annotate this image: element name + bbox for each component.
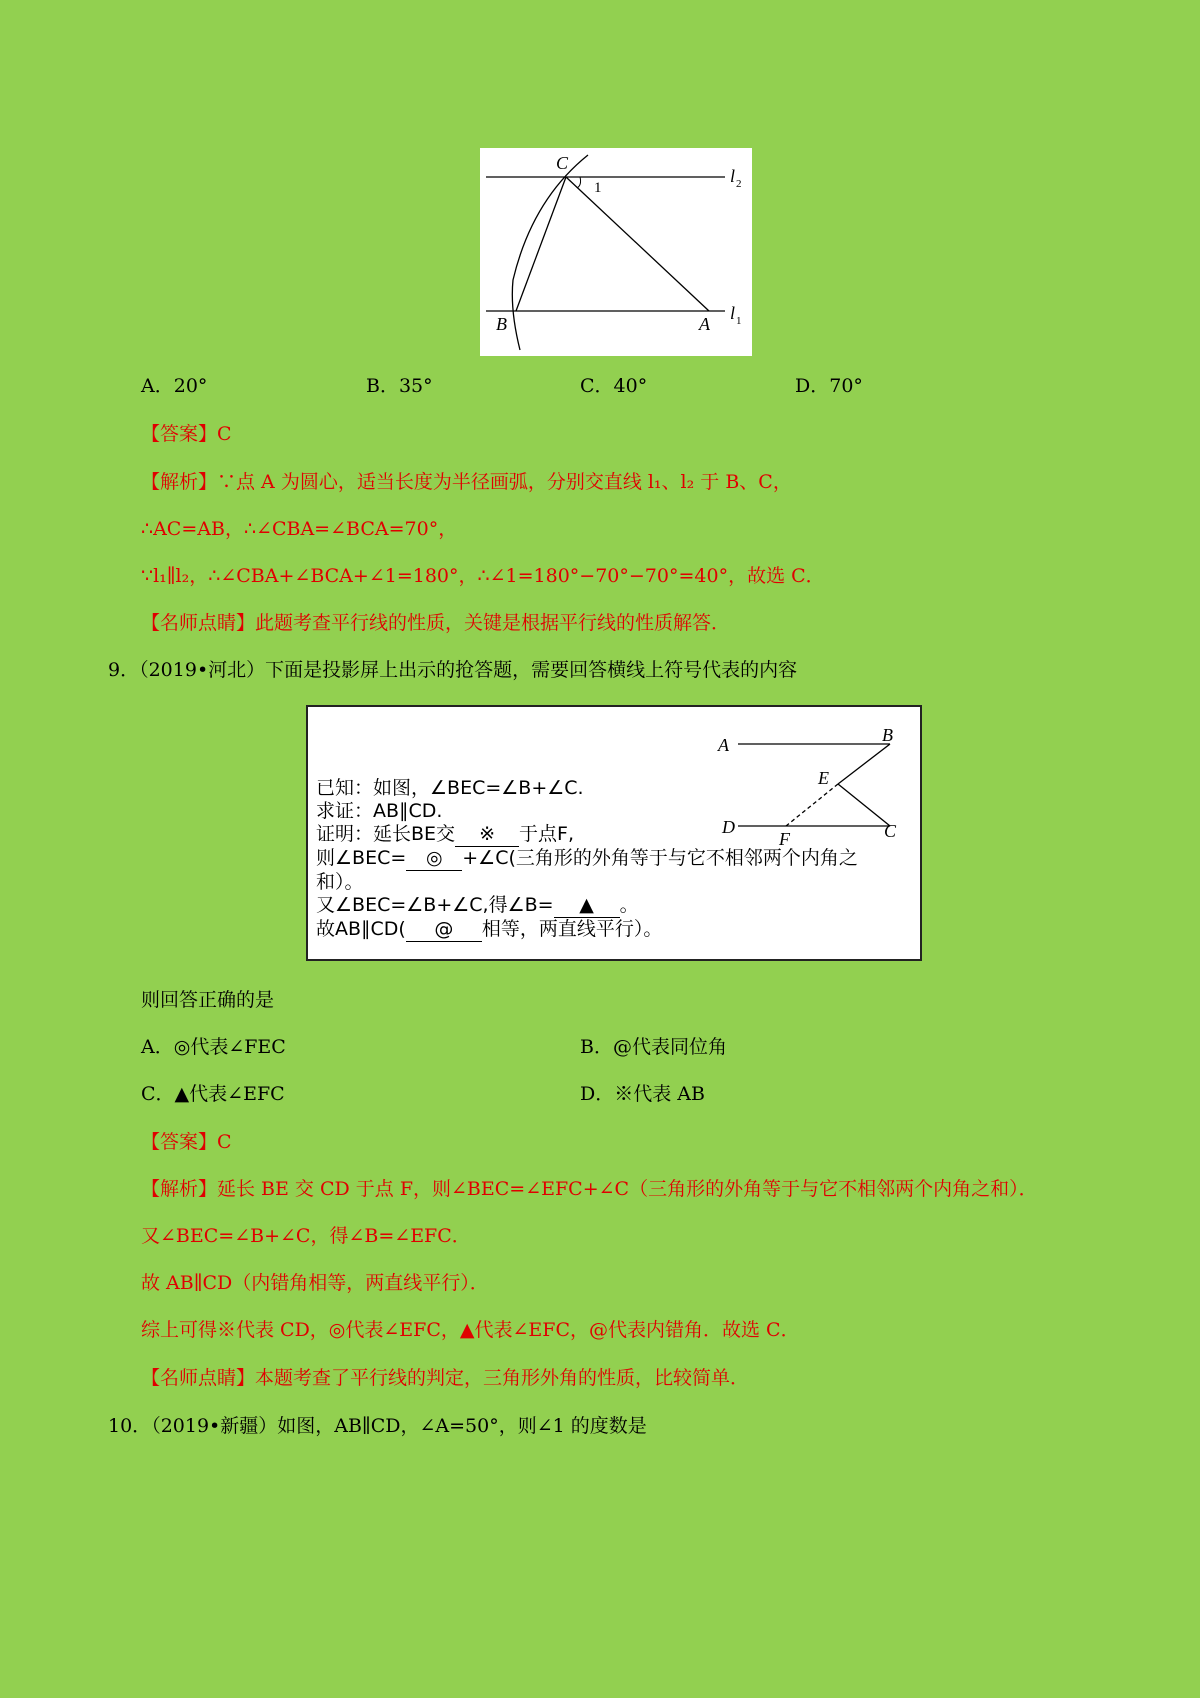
q9-option-d: D．※代表 AB [580,1083,705,1105]
q9-analysis-1: 【解析】延长 BE 交 CD 于点 F，则∠BEC=∠EFC+∠C（三角形的外角等于与它不相邻两个内角之和）． [141,1178,1038,1200]
label-B: B [496,314,507,334]
q8-option-a: A．20° [141,375,208,397]
q8-analysis-3: ∵l₁∥l₂，∴∠CBA+∠BCA+∠1=180°，∴∠1=180°−70°−70°=40°，故选 C． [141,565,825,587]
q9-analysis-4: 综上可得※代表 CD，◎代表∠EFC，▲代表∠EFC，@代表内错角．故选 C． [141,1319,800,1341]
q9-analysis-2: 又∠BEC=∠B+∠C，得∠B=∠EFC． [141,1225,471,1247]
q9-proof [316,777,858,942]
blank-2: ◎ [406,847,462,871]
proof-line-6: 又∠BEC=∠B+∠C,得∠B= ▲ 。 [316,894,639,916]
label-F: F [779,829,790,849]
label-A: A [699,314,710,334]
q9-answer: 【答案】C [141,1131,232,1153]
label-C: C [556,153,569,173]
q10-stem: 10．（2019•新疆）如图，AB∥CD，∠A=50°，则∠1 的度数是 [108,1415,647,1437]
proof-line-7: 故AB∥CD( @ 相等，两直线平行）。 [316,918,663,940]
q8-analysis-2: ∴AC=AB，∴∠CBA=∠BCA=70°， [141,518,458,540]
q9-tip: 【名师点睛】本题考查了平行线的判定，三角形外角的性质，比较简单． [141,1367,750,1389]
blank-4: @ [406,918,482,942]
blank-3: ▲ [554,894,620,918]
q9-option-b: B．@代表同位角 [580,1036,727,1058]
q8-diagram [480,148,752,356]
proof-line-1: 已知：如图，∠BEC=∠B+∠C. [316,777,584,799]
q8-option-c: C．40° [580,375,648,397]
q9-figure [306,705,922,961]
label-l1-sub: 1 [736,315,742,327]
segment-CA [566,177,709,311]
label-A: A [718,735,729,755]
q8-tip: 【名师点睛】此题考查平行线的性质，关键是根据平行线的性质解答． [141,612,731,634]
blank-1: ※ [455,823,519,847]
q8-answer: 【答案】C [141,423,232,445]
label-l1: l [730,303,736,323]
q8-option-d: D．70° [795,375,863,397]
proof-line-3: 证明：延长BE交 ※ 于点F, [316,823,575,845]
label-l2-sub: 2 [736,178,742,190]
label-E: E [818,768,829,788]
proof-line-5: 和）。 [316,871,364,893]
arc [512,155,588,350]
q9-stem: 9．（2019•河北）下面是投影屏上出示的抢答题，需要回答横线上符号代表的内容 [108,659,798,681]
q8-option-b: B．35° [366,375,433,397]
label-l2: l [730,166,736,186]
label-C: C [884,821,897,841]
angle-1-arc [577,177,581,188]
label-1: 1 [594,180,602,196]
q9-prompt: 则回答正确的是 [141,989,275,1011]
q9-analysis-3: 故 AB∥CD（内错角相等，两直线平行）． [141,1272,489,1294]
proof-line-4: 则∠BEC= ◎ +∠C(三角形的外角等于与它不相邻两个内角之 [316,847,858,869]
q9-option-c: C．▲代表∠EFC [141,1083,285,1105]
proof-line-2: 求证：AB∥CD. [316,800,443,822]
label-D: D [722,817,735,837]
label-B: B [882,725,893,745]
q8-analysis-1: 【解析】∵点 A 为圆心，适当长度为半径画弧，分别交直线 l₁、l₂ 于 B、C， [141,471,792,493]
q8-figure [480,148,752,356]
q9-option-a: A．◎代表∠FEC [141,1036,286,1058]
